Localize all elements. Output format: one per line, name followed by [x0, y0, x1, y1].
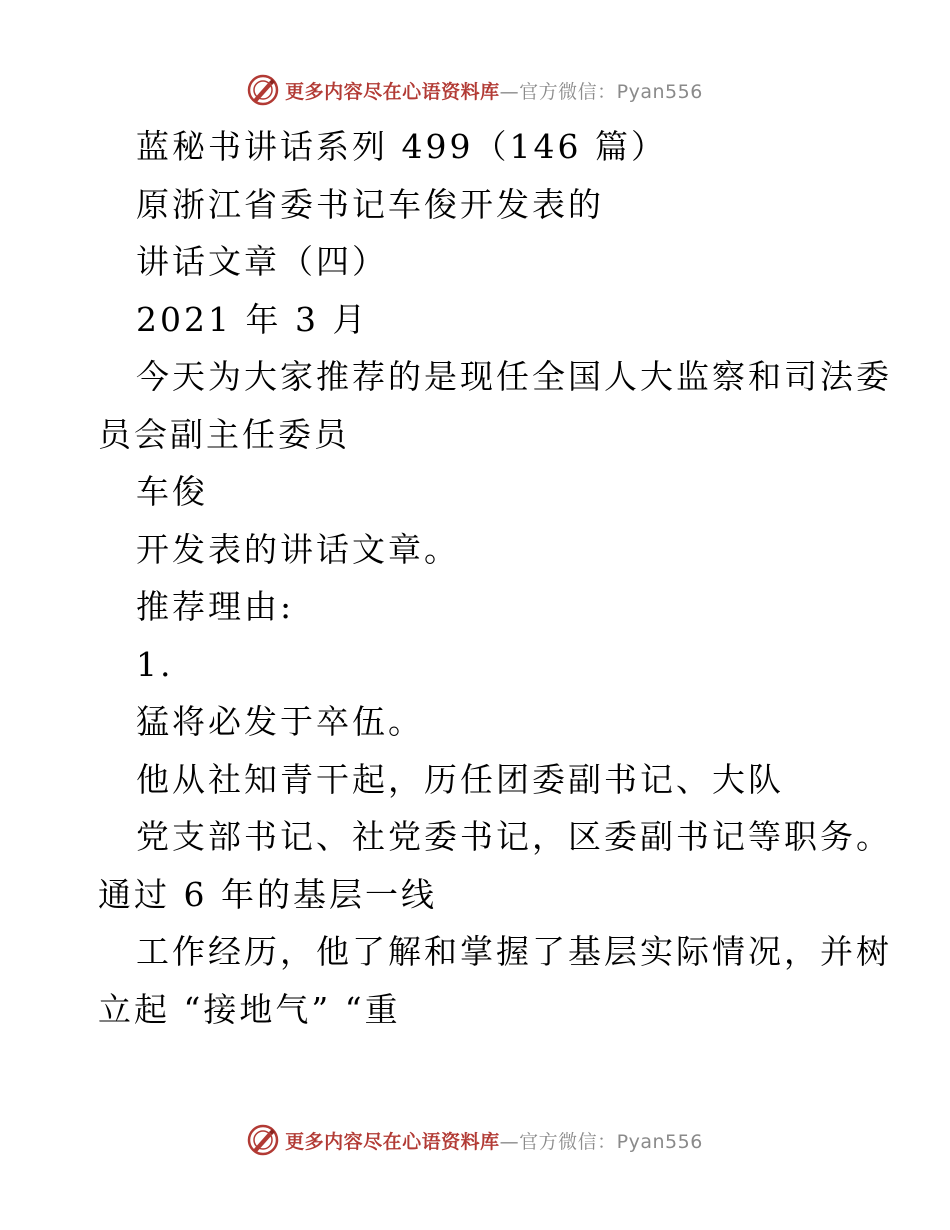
pen-seal-icon: [247, 1124, 279, 1156]
text-line: 车俊: [136, 472, 208, 511]
text-line: 讲话文章（四）: [136, 242, 388, 281]
text-line: 开发表的讲话文章。: [136, 529, 460, 569]
text-line: 原浙江省委书记车俊开发表的: [136, 184, 604, 224]
text-line: 他从社知青干起，历任团委副书记、大队: [136, 759, 784, 799]
document-body: [98, 118, 892, 1038]
text-line: 猛将必发于卒伍。: [136, 702, 424, 741]
text-line: 2021 年 3 月: [136, 299, 369, 339]
text-line: 立起 “接地气” “重: [98, 989, 401, 1029]
text-line: 工作经历，他了解和掌握了基层实际情况，并树: [136, 932, 892, 971]
text-line: 党支部书记、社党委书记，区委副书记等职务。: [136, 817, 892, 856]
text-line: 蓝秘书讲话系列 499（146 篇）: [136, 127, 667, 166]
text-line: 今天为大家推荐的是现任全国人大监察和司法委: [136, 357, 892, 396]
text-line: 员会副主任委员: [98, 414, 350, 454]
header-watermark-banner: [0, 70, 950, 110]
watermark-text: 更多内容尽在心语资料库—官方微信：Pyan556: [285, 1130, 703, 1153]
text-line: 通过 6 年的基层一线: [98, 874, 437, 914]
text-line: 推荐理由:: [136, 587, 295, 626]
footer-watermark-banner: [0, 1120, 950, 1160]
pen-seal-icon: [247, 74, 279, 106]
watermark-text: 更多内容尽在心语资料库—官方微信：Pyan556: [285, 80, 703, 103]
text-line: 1.: [136, 644, 174, 684]
